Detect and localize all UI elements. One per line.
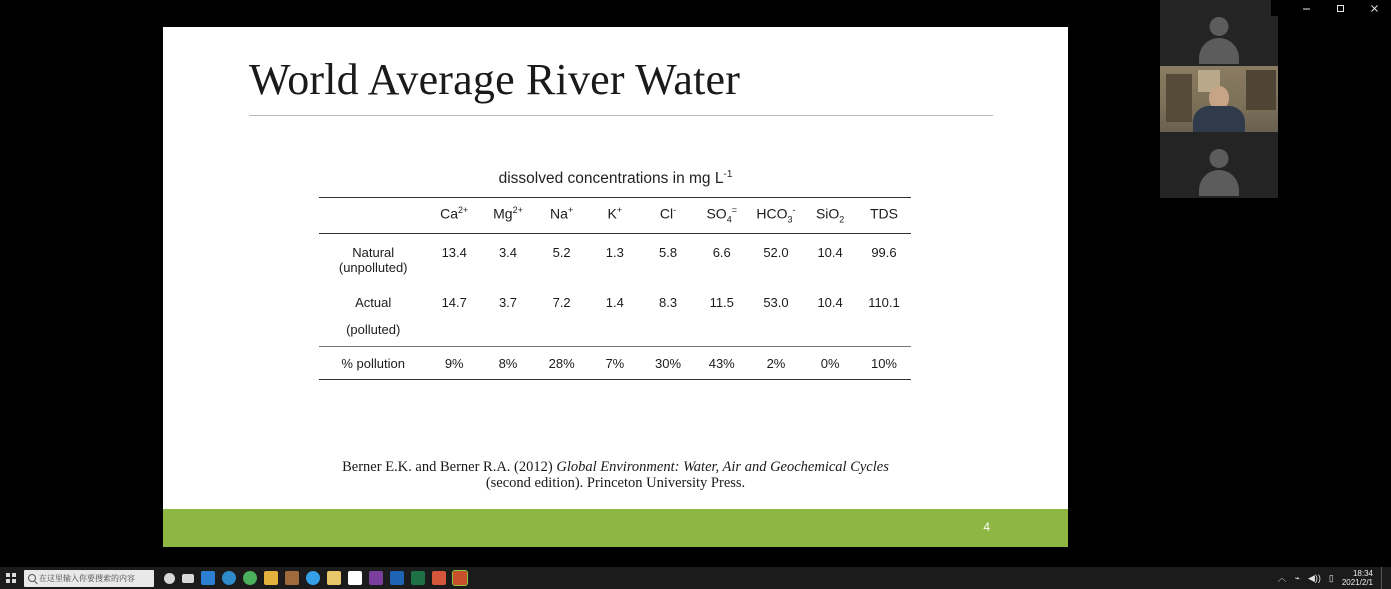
window-controls <box>1271 0 1391 16</box>
chevron-up-icon[interactable]: ︿ <box>1277 572 1287 583</box>
row-label-line2: (unpolluted) <box>338 260 408 276</box>
video-shelf-left <box>1166 74 1192 122</box>
page-title: World Average River Water <box>249 55 741 104</box>
table-cell: 8% <box>498 356 518 372</box>
table-cell: 43% <box>708 356 735 372</box>
table-header-row <box>319 198 911 234</box>
column-header-base: Na <box>550 205 568 222</box>
table-cell: 52.0 <box>763 245 789 261</box>
column-header-base: Mg <box>493 205 513 222</box>
citation-line-1 <box>163 459 1068 475</box>
table-cell: 10.4 <box>817 245 843 261</box>
data-table <box>319 197 911 380</box>
table-row <box>319 284 911 347</box>
table-cell: 9% <box>444 356 464 372</box>
folder-icon[interactable] <box>264 571 278 585</box>
table-caption-exponent: -1 <box>723 169 733 180</box>
presentation-slide[interactable] <box>163 27 1068 547</box>
participant-tile-2[interactable] <box>1160 66 1278 132</box>
search-icon <box>28 574 36 582</box>
table-cell: 7% <box>605 356 625 372</box>
column-header-base: SO <box>706 205 727 222</box>
taskbar-search-input[interactable] <box>24 570 154 587</box>
close-icon[interactable] <box>1357 0 1391 16</box>
minimize-icon[interactable] <box>1289 0 1323 16</box>
column-header-sup: 2+ <box>458 205 469 215</box>
start-button-icon[interactable] <box>0 567 22 589</box>
citation-authors: Berner E.K. and Berner R.A. (2012) <box>342 459 557 475</box>
onenote-icon[interactable] <box>369 571 383 585</box>
table-cell: 10% <box>870 356 897 372</box>
video-shelf-right <box>1246 70 1276 110</box>
chrome-icon[interactable] <box>243 571 257 585</box>
table-cell: 3.4 <box>498 245 518 261</box>
table-cell: 11.5 <box>709 295 734 311</box>
avatar <box>1210 17 1229 36</box>
column-header-base: Ca <box>440 205 459 222</box>
column-header-sup: + <box>616 205 623 215</box>
table-cell: 3.7 <box>498 295 518 311</box>
table-header <box>319 198 911 234</box>
column-header-base: HCO <box>756 205 788 222</box>
table-cell: 2% <box>766 356 786 372</box>
column-header <box>857 198 911 234</box>
skype-icon[interactable] <box>306 571 320 585</box>
column-header-base: K <box>607 205 617 222</box>
column-header <box>749 198 804 234</box>
table-cell: 30% <box>655 356 682 372</box>
column-header <box>641 198 695 234</box>
outlook-icon[interactable] <box>390 571 404 585</box>
table-cell: 99.6 <box>871 245 897 261</box>
column-header-sup: + <box>567 205 574 215</box>
slide-footer-bar <box>163 509 1068 547</box>
column-header <box>588 198 641 234</box>
system-tray <box>1278 567 1391 589</box>
table-caption <box>163 169 1068 188</box>
column-header <box>695 198 749 234</box>
table-row <box>319 234 911 285</box>
table-cell: 5.2 <box>552 245 571 261</box>
edge-icon[interactable] <box>222 571 236 585</box>
table-cell: 5.8 <box>659 245 678 261</box>
column-header-base: Cl <box>659 205 674 222</box>
table-cell: 8.3 <box>659 295 678 311</box>
slide-number: 4 <box>983 520 990 534</box>
clock-time: 18:34 <box>1352 568 1373 578</box>
cortana-icon[interactable] <box>164 573 175 584</box>
column-header-sup: - <box>673 205 677 215</box>
row-label-line2: (polluted) <box>346 322 401 338</box>
mail-icon[interactable] <box>201 571 215 585</box>
row-label: % pollution <box>341 356 405 372</box>
column-header-sup: = <box>731 205 737 215</box>
table-cell: 53.0 <box>763 295 789 311</box>
table-cell: 1.3 <box>605 245 624 261</box>
video-person-body <box>1193 106 1245 132</box>
table-footer-rule <box>319 380 911 381</box>
word-icon[interactable] <box>348 571 362 585</box>
table-body <box>319 234 911 380</box>
column-header-sub: 3 <box>787 214 793 225</box>
avatar-body <box>1199 170 1239 196</box>
task-view-icon[interactable] <box>182 574 194 583</box>
powerpoint-icon[interactable] <box>453 571 467 585</box>
store-icon[interactable] <box>285 571 299 585</box>
maximize-icon[interactable] <box>1323 0 1357 16</box>
column-header-sub: 2 <box>839 214 845 225</box>
avatar-body <box>1199 38 1239 64</box>
excel-icon[interactable] <box>411 571 425 585</box>
show-desktop-button[interactable] <box>1381 567 1385 589</box>
clock[interactable] <box>1342 569 1373 587</box>
table-row <box>319 347 911 380</box>
explorer-icon[interactable] <box>327 571 341 585</box>
row-label <box>319 234 427 285</box>
column-header <box>427 198 481 234</box>
row-label-line1: Natural <box>352 245 395 261</box>
citation-title: Global Environment: Water, Air and Geochemical Cycles <box>556 459 889 475</box>
table-cell: 10.4 <box>817 295 843 311</box>
avatar <box>1210 149 1229 168</box>
taskbar <box>0 567 1391 589</box>
battery-icon[interactable]: ▯ <box>1328 572 1334 583</box>
table-cell: 7.2 <box>552 295 571 311</box>
table-cell: 1.4 <box>605 295 624 311</box>
table-cell: 0% <box>820 356 840 372</box>
citation <box>163 459 1068 491</box>
table-caption-text: dissolved concentrations in mg L <box>498 170 724 188</box>
title-divider <box>249 115 993 116</box>
participant-tile-1[interactable] <box>1160 0 1278 66</box>
row-label-line1: Actual <box>355 295 392 311</box>
network-icon[interactable]: ⌁ <box>1294 572 1300 583</box>
table-cell: 28% <box>548 356 575 372</box>
column-header-sup: - <box>792 205 796 215</box>
column-header <box>803 198 857 234</box>
taskbar-icon-row <box>164 571 467 585</box>
table-cell: 6.6 <box>712 245 731 261</box>
column-header <box>481 198 535 234</box>
search-placeholder: 在这里输入你要搜索的内容 <box>39 573 135 583</box>
row-label <box>319 284 427 347</box>
column-header-base: TDS <box>869 205 898 222</box>
column-header-sup: 2+ <box>512 205 523 215</box>
citation-line-2: (second edition). Princeton University Press. <box>485 475 746 492</box>
volume-icon[interactable]: ◀)) <box>1307 572 1321 583</box>
table-corner-header <box>319 198 427 234</box>
video-tile-strip <box>1160 0 1278 198</box>
table-cell: 110.1 <box>868 295 900 311</box>
column-header-sub: 4 <box>726 214 732 225</box>
photos-icon[interactable] <box>432 571 446 585</box>
table-cell: 13.4 <box>441 245 467 261</box>
column-header-base: SiO <box>815 205 840 222</box>
table-cell: 14.7 <box>441 295 467 311</box>
column-header <box>535 198 589 234</box>
participant-tile-3[interactable] <box>1160 132 1278 198</box>
clock-date: 2021/2/1 <box>1341 578 1373 587</box>
